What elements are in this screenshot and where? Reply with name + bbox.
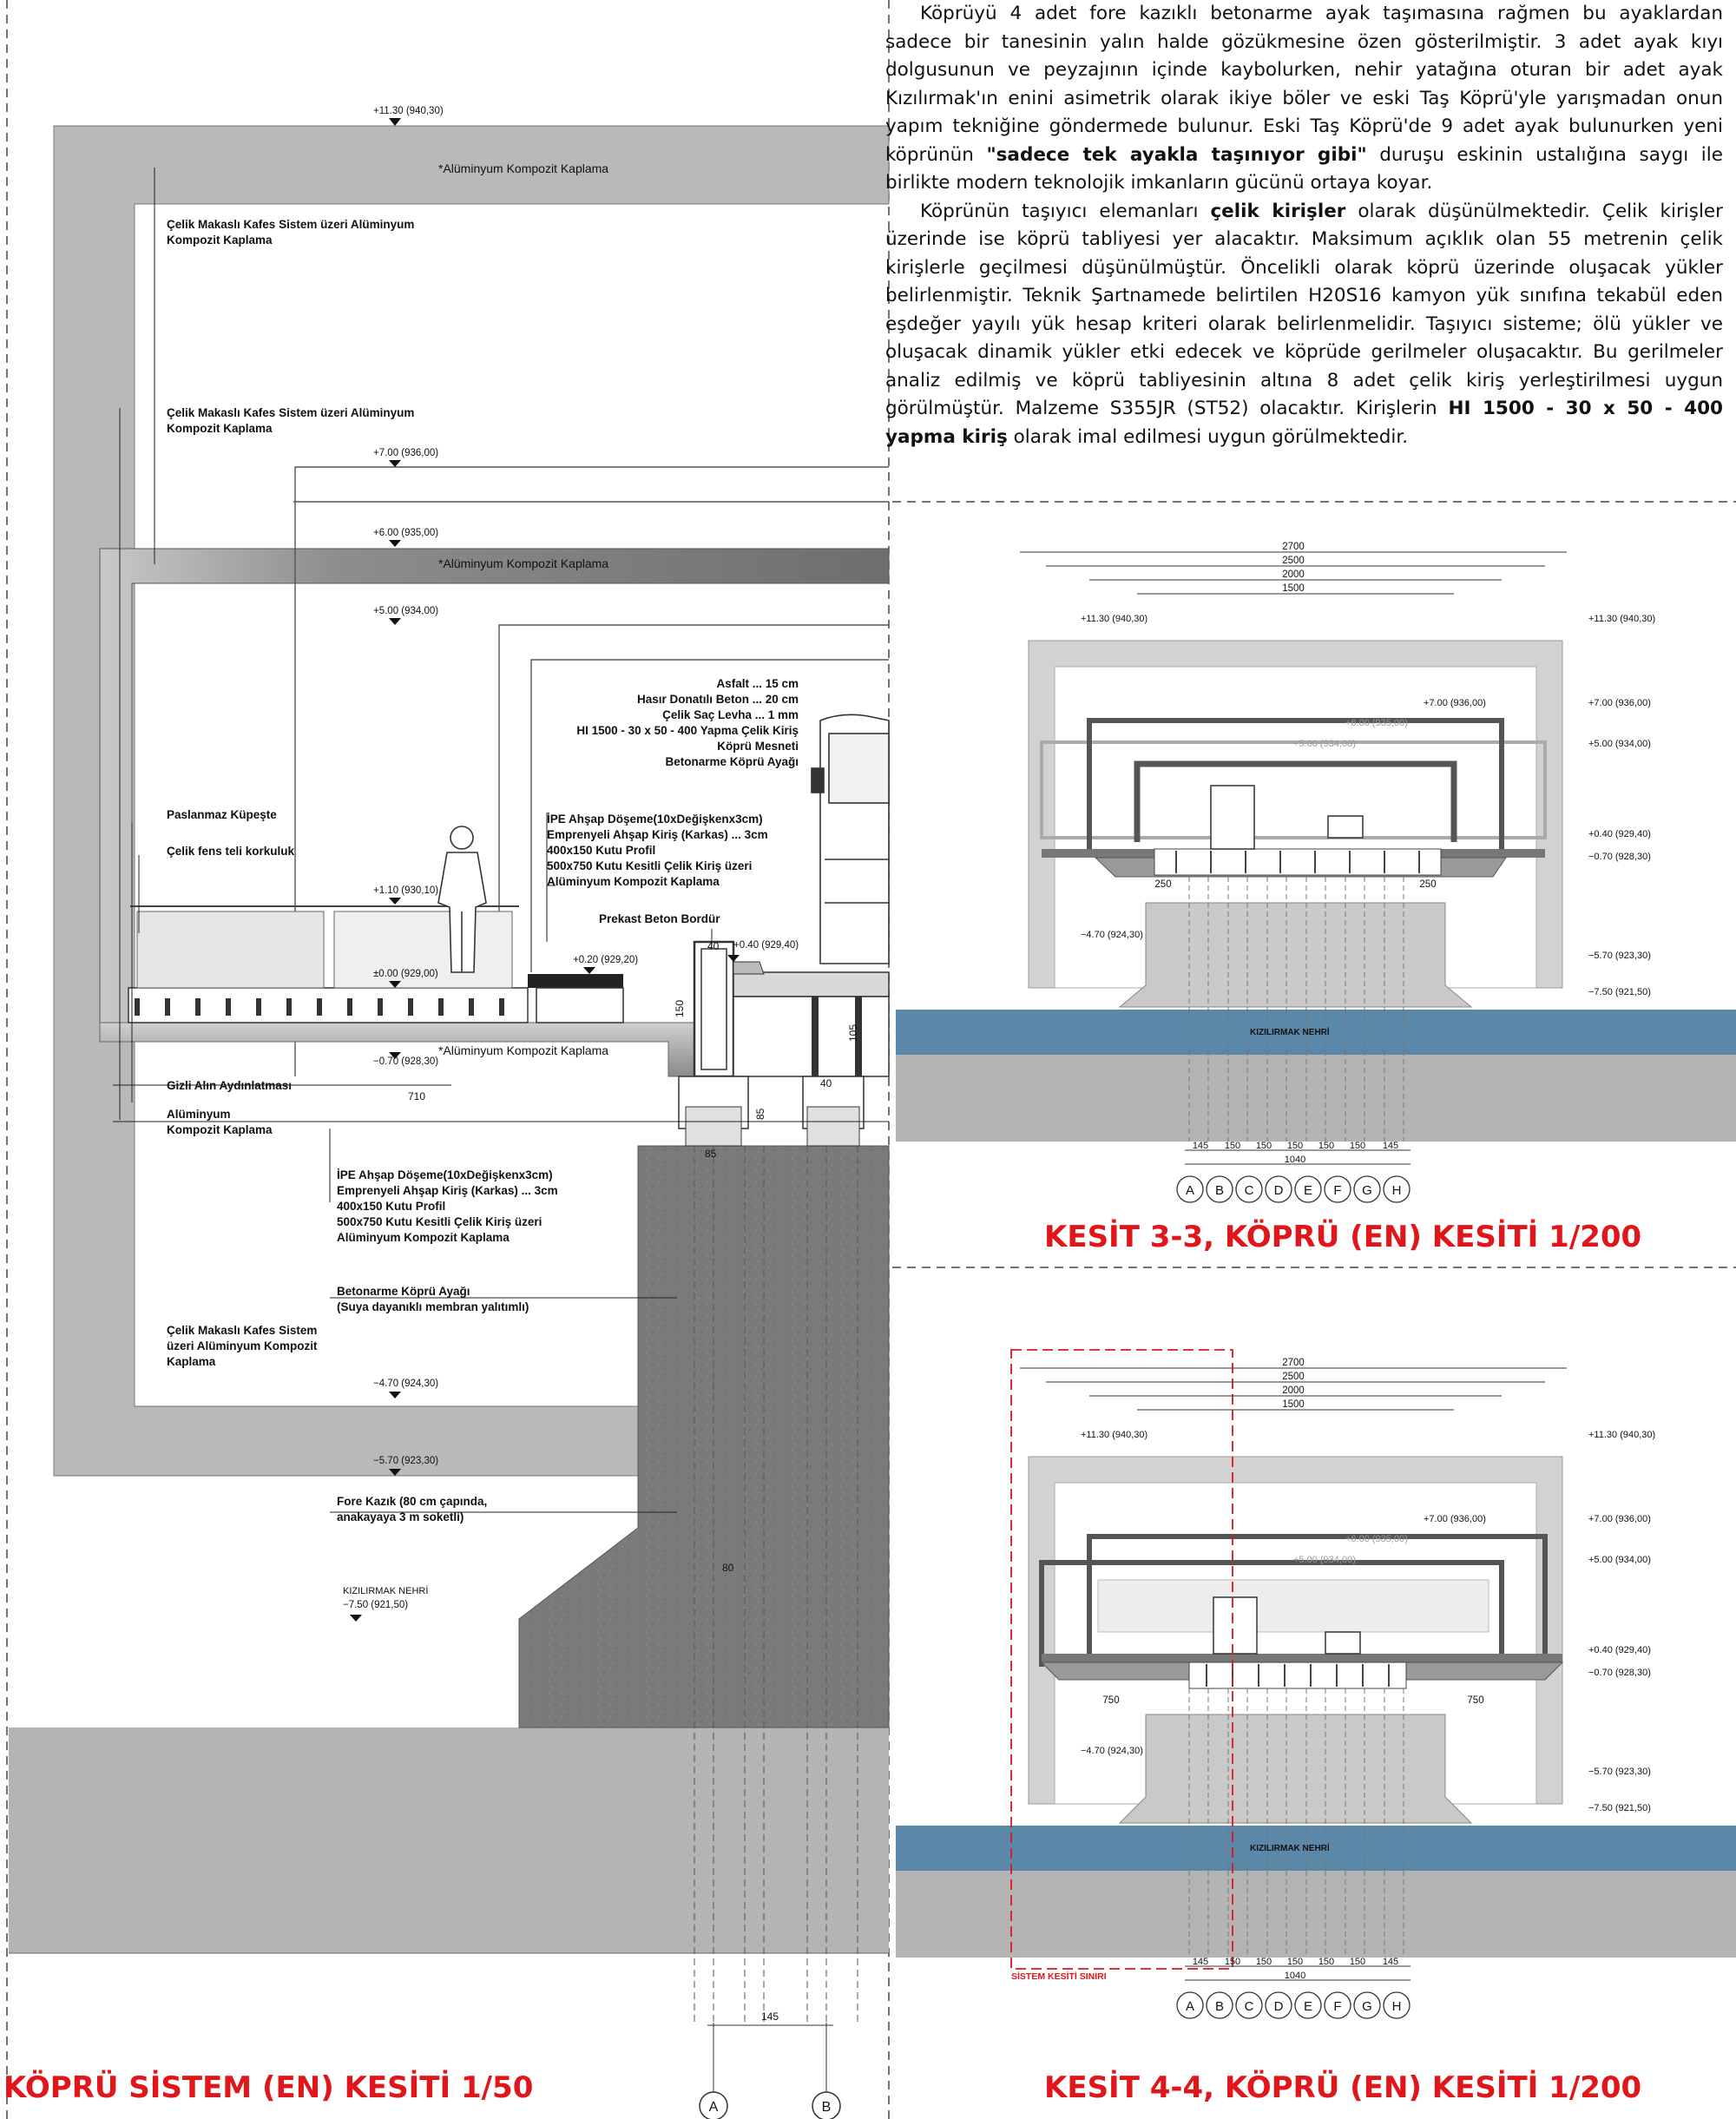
s44-ground <box>896 1871 1736 1958</box>
dim-85b: 85 <box>705 1148 717 1160</box>
left-section <box>9 106 889 2119</box>
description-text <box>885 0 1723 451</box>
s33-pier <box>1120 903 1471 1007</box>
box-girder-inner <box>701 949 727 1069</box>
pile-label-1: Fore Kazık (80 cm çapında, <box>337 1495 488 1508</box>
truss-label-3a: Çelik Makaslı Kafes Sistem <box>167 1324 318 1337</box>
s33-level-500: +5.00 (934,00) <box>1293 739 1356 749</box>
s33-pile-dim-6: 150 <box>1349 1141 1366 1151</box>
dim-105: 105 <box>847 1023 859 1042</box>
s44-r-500: +5.00 (934,00) <box>1588 1555 1651 1565</box>
s44-pile-dim-5: 150 <box>1318 1957 1335 1967</box>
axis-markers <box>700 2023 840 2119</box>
s33-r-m750: −7.50 (921,50) <box>1588 987 1651 997</box>
s44-dim-2000: 2000 <box>1282 1385 1305 1396</box>
s33-axes <box>1177 1176 1410 1202</box>
level-m070: −0.70 (928,30) <box>373 1056 439 1067</box>
level-marker <box>389 460 401 467</box>
level-marker <box>389 1392 401 1398</box>
dim-80: 80 <box>722 1562 734 1574</box>
s33-pile-total: 1040 <box>1284 1155 1306 1165</box>
p1-bold: "sadece tek ayakla taşınıyor gibi" <box>986 143 1367 166</box>
pier-label-1: Betonarme Köprü Ayağı <box>337 1285 470 1298</box>
s33-r-1130: +11.30 (940,30) <box>1588 614 1656 624</box>
s44-cant-left: 750 <box>1102 1695 1120 1706</box>
s33-axis-d: D <box>1273 1183 1284 1198</box>
s33-level-1130: +11.30 (940,30) <box>1081 614 1148 624</box>
level-600: +6.00 (935,00) <box>373 528 439 538</box>
s33-axis-b: B <box>1214 1183 1225 1198</box>
level-110: +1.10 (930,10) <box>373 885 439 896</box>
s44-car <box>1325 1632 1360 1654</box>
s44-dim-1500: 1500 <box>1282 1399 1305 1410</box>
road-layers <box>576 677 799 768</box>
river-label: KIZILIRMAK NEHRİ <box>343 1586 429 1596</box>
s33-cant-right: 250 <box>1419 879 1437 890</box>
s33-dim-2000: 2000 <box>1282 569 1305 580</box>
girder-web-1 <box>812 997 819 1076</box>
s44-bus <box>1213 1597 1257 1654</box>
s33-pile-dim-7: 145 <box>1382 1141 1399 1151</box>
truss-label-1a: Çelik Makaslı Kafes Sistem üzeri Alüminyum <box>167 218 415 231</box>
p2-start: Köprünün taşıyıcı elemanları <box>920 200 1199 222</box>
s44-frame-light <box>1098 1580 1489 1632</box>
layer-bearing: Köprü Mesneti <box>717 740 799 753</box>
level-marker <box>389 898 401 905</box>
s33-axis-a: A <box>1185 1183 1195 1198</box>
under-layer-2: Emprenyeli Ahşap Kiriş (Karkas) ... 3cm <box>337 1184 558 1197</box>
under-layer-3: 400x150 Kutu Profil <box>337 1200 446 1213</box>
s44-level-500: +5.00 (934,00) <box>1293 1555 1356 1565</box>
s33-pile-dims <box>1185 1141 1410 1165</box>
layer-concrete: Hasır Donatılı Beton ... 20 cm <box>636 693 799 706</box>
under-layer-5: Alüminyum Kompozit Kaplama <box>337 1231 510 1244</box>
alu-top-label: *Alüminyum Kompozit Kaplama <box>438 161 609 175</box>
s44-axes <box>1177 1992 1410 2018</box>
dim-40b: 40 <box>820 1077 832 1089</box>
alu-mid-label: *Alüminyum Kompozit Kaplama <box>438 556 609 570</box>
s44-cant-right: 750 <box>1467 1695 1484 1706</box>
s44-r-040: +0.40 (929,40) <box>1588 1645 1651 1655</box>
s44-boundary-label: SİSTEM KESİTİ SINIRI <box>1011 1971 1107 1982</box>
bus-silhouette <box>812 714 889 964</box>
layer-asphalt: Asfalt ... 15 cm <box>716 677 799 690</box>
s44-axis-e: E <box>1303 1999 1313 2014</box>
layer-girder: HI 1500 - 30 x 50 - 400 Yapma Çelik Kiriş <box>576 724 799 737</box>
bearing-pad-2 <box>807 1107 859 1146</box>
fence-label: Çelik fens teli korkuluk <box>167 845 295 858</box>
section-4-4 <box>896 1350 1736 2018</box>
pier-label-2: (Suya dayanıklı membran yalıtımlı) <box>337 1300 529 1313</box>
s33-pile-dim-1: 145 <box>1192 1141 1209 1151</box>
s44-axis-f: F <box>1333 1999 1342 2014</box>
s33-r-700: +7.00 (936,00) <box>1588 698 1651 708</box>
dim-710: 710 <box>408 1090 426 1102</box>
s33-dim-2700: 2700 <box>1282 542 1305 552</box>
s33-ground <box>896 1055 1736 1142</box>
s44-pile-dim-3: 150 <box>1255 1957 1272 1967</box>
level-marker <box>389 540 401 547</box>
s44-r-1130: +11.30 (940,30) <box>1588 1430 1656 1440</box>
level-m750: −7.50 (921,50) <box>343 1600 409 1610</box>
alu-low-label: *Alüminyum Kompozit Kaplama <box>438 1043 609 1057</box>
truss-label-3c: Kaplama <box>167 1355 216 1368</box>
axis-a-label: A <box>708 2100 719 2115</box>
s44-r-m750: −7.50 (921,50) <box>1588 1803 1651 1813</box>
s44-girders <box>1189 1662 1406 1688</box>
s44-axis-a: A <box>1185 1999 1195 2014</box>
level-m570: −5.70 (923,30) <box>373 1456 439 1466</box>
s44-axis-d: D <box>1273 1999 1284 2014</box>
s44-pier <box>1120 1714 1471 1823</box>
dim-85a: 85 <box>754 1108 766 1120</box>
axis-b-label: B <box>821 2100 832 2115</box>
deck-layer-2: Emprenyeli Ahşap Kiriş (Karkas) ... 3cm <box>547 828 768 841</box>
s33-level-600: +6.00 (935,00) <box>1345 718 1408 728</box>
s33-axis-c: C <box>1244 1183 1254 1198</box>
level-040: +0.40 (929,40) <box>733 940 799 951</box>
s44-deck-top <box>1042 1654 1562 1662</box>
s44-axis-c: C <box>1244 1999 1254 2014</box>
truss-label-2a: Çelik Makaslı Kafes Sistem üzeri Alüminyum <box>167 406 415 419</box>
s44-pile-dim-7: 145 <box>1382 1957 1399 1967</box>
paragraph-1 <box>885 0 1723 198</box>
s33-dim-2500: 2500 <box>1282 556 1305 566</box>
s33-pile-dim-5: 150 <box>1318 1141 1335 1151</box>
level-marker <box>350 1615 362 1622</box>
s44-level-700: +7.00 (936,00) <box>1424 1514 1486 1524</box>
s44-dim-2700: 2700 <box>1282 1358 1305 1368</box>
deck-layer-4: 500x750 Kutu Kesitli Çelik Kiriş üzeri <box>547 859 753 872</box>
s33-pile-dim-4: 150 <box>1286 1141 1304 1151</box>
s44-pile-dim-2: 150 <box>1224 1957 1241 1967</box>
p1-end: duruşu eskinin ustalığına saygı ile birlikte modern teknolojik imkanların gücünü ortaya koyar. <box>885 143 1723 194</box>
s44-axis-b: B <box>1214 1999 1225 2014</box>
p2-mid: olarak düşünülmektedir. Çelik kirişler üzerinde ise köprü tabliyesi yer alacaktır. Maksimum açıklık olan 55 metrenin çelik kirişlerle geçilmesi düşünülmüştür. Öncelikli olarak köprü üzerinde oluşacak yükler belirlenmiştir. Teknik Şartnamede belirtilen H20S16 kamyon yük sınıfına tekabül eden eşdeğer yayılı yük hesap kriteri olarak belirlenmelidir. Taşıyıcı sisteme; ölü yükler ve oluşacak dinamik yükler etki edecek ve köprüde gerilmeler oluşacaktır. Bu gerilmeler analiz edilmiş ve köprü tabliyesinin altına 8 adet çelik kiriş yerleştirilmesi uygun görülmüştür. Malzeme S355JR (ST52) olacaktır. Kirişlerin <box>885 200 1723 419</box>
under-layer-4: 500x750 Kutu Kesitli Çelik Kiriş üzeri <box>337 1215 542 1228</box>
deck-layer-1: İPE Ahşap Döşeme(10xDeğişkenx3cm) <box>547 813 763 826</box>
s44-level-m470: −4.70 (924,30) <box>1081 1746 1143 1756</box>
dim-150: 150 <box>674 999 686 1017</box>
road-deck <box>733 972 889 997</box>
deck-layers <box>547 813 768 888</box>
s33-bus <box>1211 786 1254 849</box>
s44-axis-g: G <box>1362 1999 1372 2014</box>
s33-r-m070: −0.70 (928,30) <box>1588 852 1651 862</box>
layer-steel-plate: Çelik Saç Levha ... 1 mm <box>662 708 799 721</box>
ground-fill <box>9 1727 889 1953</box>
under-layers <box>337 1168 558 1244</box>
s33-dim-1500: 1500 <box>1282 583 1305 594</box>
s44-graphics <box>896 1350 1736 1969</box>
s33-level-700: +7.00 (936,00) <box>1424 698 1486 708</box>
s44-river: KIZILIRMAK NEHRİ <box>1250 1844 1330 1853</box>
level-marker <box>583 967 595 974</box>
alu-label-a: Alüminyum <box>167 1108 231 1121</box>
p2-end: olarak imal edilmesi uygun görülmektedir. <box>1013 425 1409 448</box>
title-left-section: KÖPRÜ SİSTEM (EN) KESİTİ 1/50 <box>3 2070 534 2105</box>
level-marker <box>389 618 401 625</box>
s44-level-600: +6.00 (935,00) <box>1345 1534 1408 1544</box>
level-700: +7.00 (936,00) <box>373 448 439 458</box>
s44-pile-dim-6: 150 <box>1349 1957 1366 1967</box>
s44-r-700: +7.00 (936,00) <box>1588 1514 1651 1524</box>
level-500: +5.00 (934,00) <box>373 606 439 616</box>
s33-pile-dim-3: 150 <box>1255 1141 1272 1151</box>
curb-label: Prekast Beton Bordür <box>599 912 720 925</box>
deck-layer-3: 400x150 Kutu Profil <box>547 844 656 857</box>
s33-axis-h: H <box>1391 1183 1402 1198</box>
truss-label-1b: Kompozit Kaplama <box>167 234 273 247</box>
s44-pile-total: 1040 <box>1284 1971 1306 1981</box>
level-marker <box>389 118 401 126</box>
p2-bold2: HI 1500 - 30 x 50 - 400 yapma kiriş <box>885 398 1723 448</box>
dim-40a: 40 <box>707 940 720 952</box>
pile-label-2: anakayaya 3 m soketli) <box>337 1510 464 1523</box>
s44-r-m070: −0.70 (928,30) <box>1588 1668 1651 1678</box>
s33-r-m570: −5.70 (923,30) <box>1588 951 1651 961</box>
curb <box>733 962 764 974</box>
alu-label-b: Kompozit Kaplama <box>167 1123 273 1136</box>
s33-axis-g: G <box>1362 1183 1372 1198</box>
s33-girders <box>1154 849 1441 875</box>
s44-pile-dim-1: 145 <box>1192 1957 1209 1967</box>
under-layer-1: İPE Ahşap Döşeme(10xDeğişkenx3cm) <box>337 1168 553 1181</box>
s33-graphics <box>896 641 1736 1142</box>
s33-axis-f: F <box>1333 1183 1342 1198</box>
s44-r-m570: −5.70 (923,30) <box>1588 1767 1651 1777</box>
s33-river: KIZILIRMAK NEHRİ <box>1250 1028 1330 1037</box>
truss-label-2b: Kompozit Kaplama <box>167 422 273 435</box>
s33-cant-left: 250 <box>1154 879 1172 890</box>
s33-r-040: +0.40 (929,40) <box>1588 829 1651 839</box>
paragraph-2 <box>885 198 1723 452</box>
s44-axis-h: H <box>1391 1999 1402 2014</box>
level-1130: +11.30 (940,30) <box>373 106 444 116</box>
level-000: ±0.00 (929,00) <box>373 969 438 979</box>
hidden-light-label: Gizli Alın Aydınlatması <box>167 1079 293 1092</box>
s33-car <box>1328 816 1363 838</box>
title-section-3-3: KESİT 3-3, KÖPRÜ (EN) KESİTİ 1/200 <box>1044 1220 1642 1254</box>
s44-dim-2500: 2500 <box>1282 1372 1305 1382</box>
p2-bold: çelik kirişler <box>1210 200 1346 222</box>
level-020: +0.20 (929,20) <box>573 955 639 965</box>
s44-pile-dim-4: 150 <box>1286 1957 1304 1967</box>
deck-layer-5: Alüminyum Kompozit Kaplama <box>547 875 720 888</box>
title-section-4-4: KESİT 4-4, KÖPRÜ (EN) KESİTİ 1/200 <box>1044 2070 1642 2105</box>
layer-pier: Betonarme Köprü Ayağı <box>665 755 799 768</box>
dim-145: 145 <box>761 2010 779 2023</box>
rail-label: Paslanmaz Küpeşte <box>167 808 277 821</box>
s33-level-m470: −4.70 (924,30) <box>1081 930 1143 940</box>
railing-panel-1 <box>137 911 324 988</box>
walkway-grating <box>528 974 623 988</box>
p1-text: Köprüyü 4 adet fore kazıklı betonarme ayak taşımasına rağmen bu ayaklardan sadece bir tanesinin yalın halde gözükmesine özen gösterilmiştir. 3 adet ayak kıyı dolgusunun ve peyzajının içinde kaybolurken, nehir yatağına oturan bir adet ayak Kızılırmak'ın enini asimetrik olarak ikiye böler ve eski Taş Köprü'yle yarışmadan onun yapım tekniğine göndermede bulunur. Eski Taş Köprü'de 9 adet ayak bulunurken yeni köprünün <box>885 3 1723 166</box>
girder-web <box>733 997 889 1076</box>
s44-level-1130: +11.30 (940,30) <box>1081 1430 1148 1440</box>
s33-axis-e: E <box>1303 1183 1313 1198</box>
s33-pile-dim-2: 150 <box>1224 1141 1241 1151</box>
walkway-box <box>536 988 623 1023</box>
deck-beam-row <box>128 988 528 1023</box>
bearing-pad-1 <box>686 1107 741 1146</box>
level-m470: −4.70 (924,30) <box>373 1379 439 1389</box>
section-3-3 <box>896 542 1736 1202</box>
s33-r-500: +5.00 (934,00) <box>1588 739 1651 749</box>
truss-label-3b: üzeri Alüminyum Kompozit <box>167 1339 318 1352</box>
